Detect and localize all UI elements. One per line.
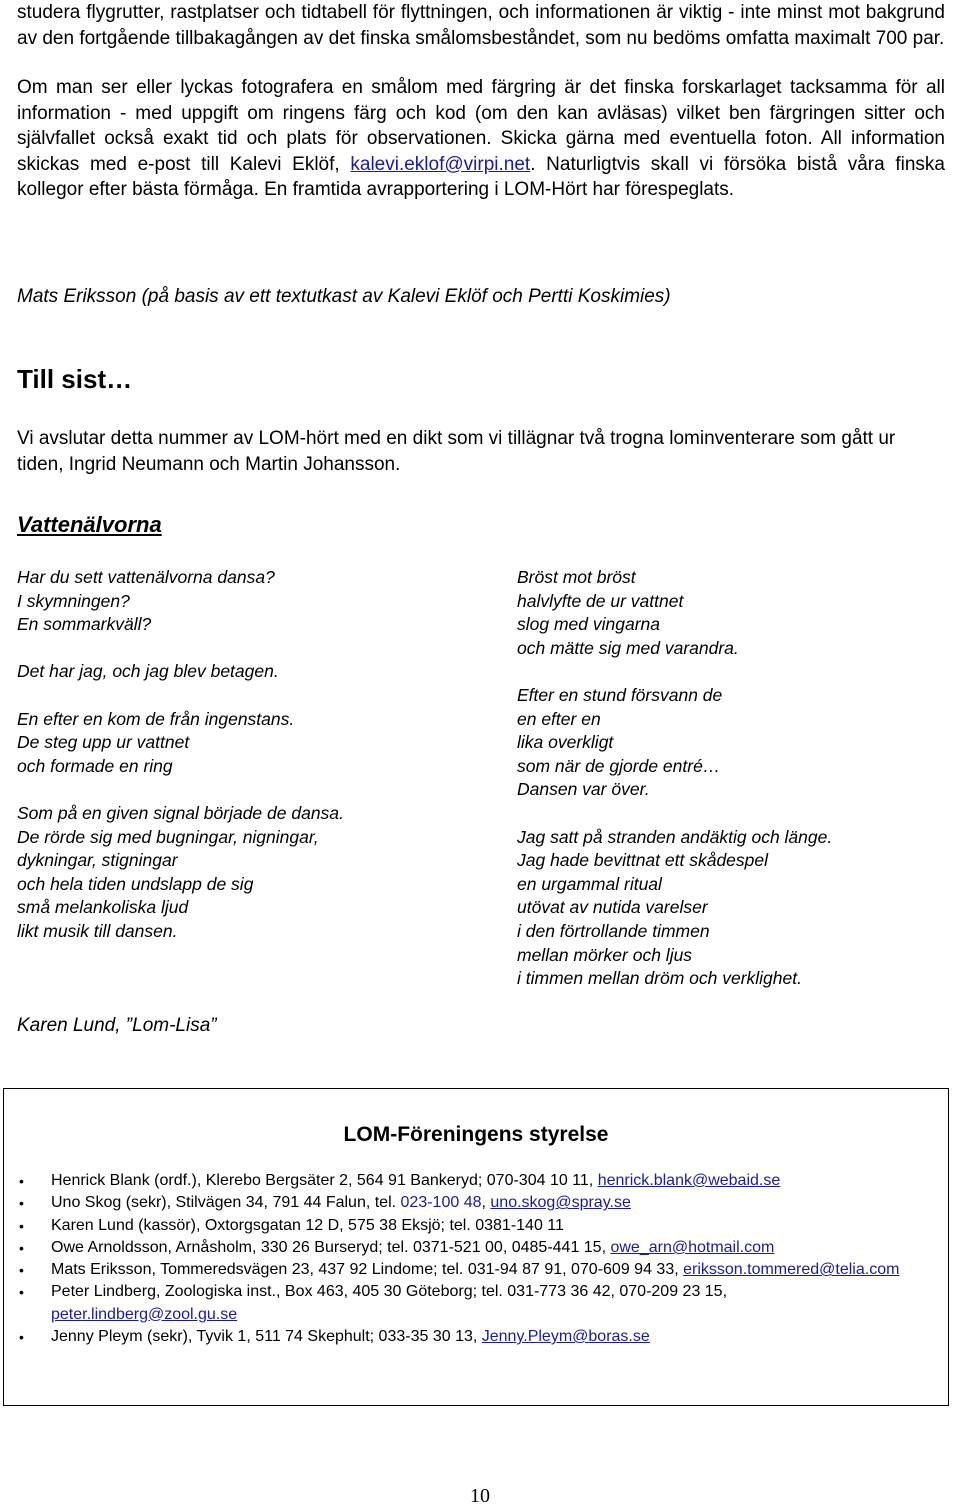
paragraph-fargring-text-2: . Naturligtvis skall vi försöka bistå våra finska kollegor efter bästa förmåga. En framtida avrapportering i LOM-Hört har förespeglats. [17,153,945,200]
board-member-text: Jenny Pleym (sekr), Tyvik 1, 511 74 Skephult; 033-35 30 13, [51,1328,482,1346]
poem-line: Efter en stund försvann de [517,684,723,705]
board-member-item [4,1281,948,1326]
poem-line: en efter en [517,708,601,729]
board-member-text: Henrick Blank (ordf.), Klerebo Bergsäter 2, 564 91 Bankeryd; 070-304 10 11, [51,1172,598,1189]
poem-line [17,637,487,661]
poem-line: Dansen var över. [517,779,650,800]
poem-line: en urgammal ritual [517,873,662,894]
signature-mats-eriksson: Mats Eriksson (på basis av ett textutkast av Kalevi Eklöf och Pertti Koskimies) [17,286,671,307]
poem-line: Det har jag, och jag blev betagen. [17,661,279,682]
poem-line: och hela tiden undslapp de sig [17,873,254,894]
poem-column-left [17,566,487,944]
poem-line: Jag satt på stranden andäktig och länge. [517,826,833,847]
heading-till-sist: Till sist… [17,364,133,394]
poem-line: slog med vingarna [517,614,660,635]
poem-line: och formade en ring [17,755,173,776]
board-member-list [4,1170,948,1348]
poem-line: lika overkligt [517,732,614,753]
poem-line: som när de gjorde entré… [517,755,721,776]
board-member-text: Mats Eriksson, Tommeredsvägen 23, 437 92 Lindome; tel. 031-94 87 91, 070-609 94 33, [51,1261,684,1279]
poem-line: Bröst mot bröst [517,567,636,587]
poem-line: i timmen mellan dröm och verklighet. [517,968,802,989]
email-link[interactable]: owe_arn@hotmail.com [610,1238,775,1256]
poem-line: De steg upp ur vattnet [17,732,190,753]
poem-line: I skymningen? [17,590,130,611]
email-link-kalevi[interactable]: kalevi.eklof@virpi.net [350,153,531,175]
poem-line: dykningar, stigningar [17,850,178,871]
poem-line: Som på en given signal började de dansa. [17,802,344,823]
email-link[interactable]: uno.skog@spray.se [490,1194,631,1212]
poem-line: En efter en kom de från ingenstans. [17,708,295,729]
poem-line: likt musik till dansen. [17,920,178,941]
poem-line: små melankoliska ljud [17,897,189,918]
poem-author: Karen Lund, ”Lom-Lisa” [17,1015,217,1036]
paragraph-flyttning: studera flygrutter, rastplatser och tidtabell för flyttningen, och informationen är viktig - inte minst mot bakgrund av den fortgående tillbakagången av det finska smålomsbeståndet, som nu bedöms omfatta maximalt 700 par. [17,2,945,49]
board-member-text: Owe Arnoldsson, Arnåsholm, 330 26 Burseryd; tel. 0371-521 00, 0485-441 15, [51,1238,611,1256]
email-link[interactable]: eriksson.tommered@telia.com [683,1261,900,1279]
paragraph-fargring-text-1: Om man ser eller lyckas fotografera en smålom med färgring är det finska forskarlaget tacksamma för all information - med uppgift om ringens färg och kod (om den kan avläsas) vilket ben färgringen sitter och självfallet också exakt tid och plats för observationen. Skicka gärna med eventuella foton. All information skickas med e-post till Kalevi Eklöf, [17,77,945,175]
bullet-icon: • [19,1173,24,1189]
poem-line: utövat av nutida varelser [517,897,708,918]
page-number: 10 [470,1485,490,1507]
poem-line [17,684,487,708]
poem-line [17,778,487,802]
board-box [3,1088,949,1406]
board-member-text: Peter Lindberg, Zoologiska inst., Box 463, 405 30 Göteborg; tel. 031-773 36 42, 070-209 23 15, [51,1283,728,1301]
board-member-text: Karen Lund (kassör), Oxtorgsgatan 12 D, 575 38 Eksjö; tel. 0381-140 11 [51,1216,564,1234]
bullet-icon: • [19,1195,24,1212]
poem-line [517,802,947,826]
bullet-icon: • [19,1262,24,1279]
board-member-item [4,1170,948,1192]
poem-line: De rörde sig med bugningar, nigningar, [17,826,319,847]
poem-line: och mätte sig med varandra. [517,637,739,658]
board-member-item [4,1259,948,1281]
email-link[interactable]: Jenny.Pleym@boras.se [481,1328,650,1346]
email-link[interactable]: henrick.blank@webaid.se [597,1172,781,1189]
paragraph-fargring [17,75,945,203]
board-member-item [4,1192,948,1214]
poem-line: mellan mörker och ljus [517,944,693,965]
bullet-icon: • [19,1329,24,1346]
bullet-icon: • [19,1239,24,1256]
poem-line: Jag hade bevittnat ett skådespel [517,850,769,871]
bullet-icon: • [19,1217,24,1234]
email-link[interactable]: peter.lindberg@zool.gu.se [51,1305,238,1323]
poem-line: halvlyfte de ur vattnet [517,590,684,611]
separator-text: , [481,1194,491,1212]
board-member-item [4,1215,948,1237]
poem-column-right [517,566,947,991]
paragraph-dedication: Vi avslutar detta nummer av LOM-hört med en dikt som vi tillägnar två trogna lominventerare som gått ur tiden, Ingrid Neumann och Martin Johansson. [17,428,896,475]
board-member-item [4,1326,948,1348]
board-title: LOM-Föreningens styrelse [343,1123,609,1146]
board-member-item [4,1237,948,1259]
board-member-text: Uno Skog (sekr), Stilvägen 34, 791 44 Falun, tel. [51,1194,401,1212]
poem-line: Har du sett vattenälvorna dansa? [17,567,275,587]
poem-line [517,660,947,684]
bullet-icon: • [19,1284,24,1301]
poem-line: i den förtrollande timmen [517,920,710,941]
phone-link[interactable]: 023-100 48 [400,1194,482,1212]
poem-title: Vattenälvorna [17,512,162,537]
poem-line: En sommarkväll? [17,614,152,635]
